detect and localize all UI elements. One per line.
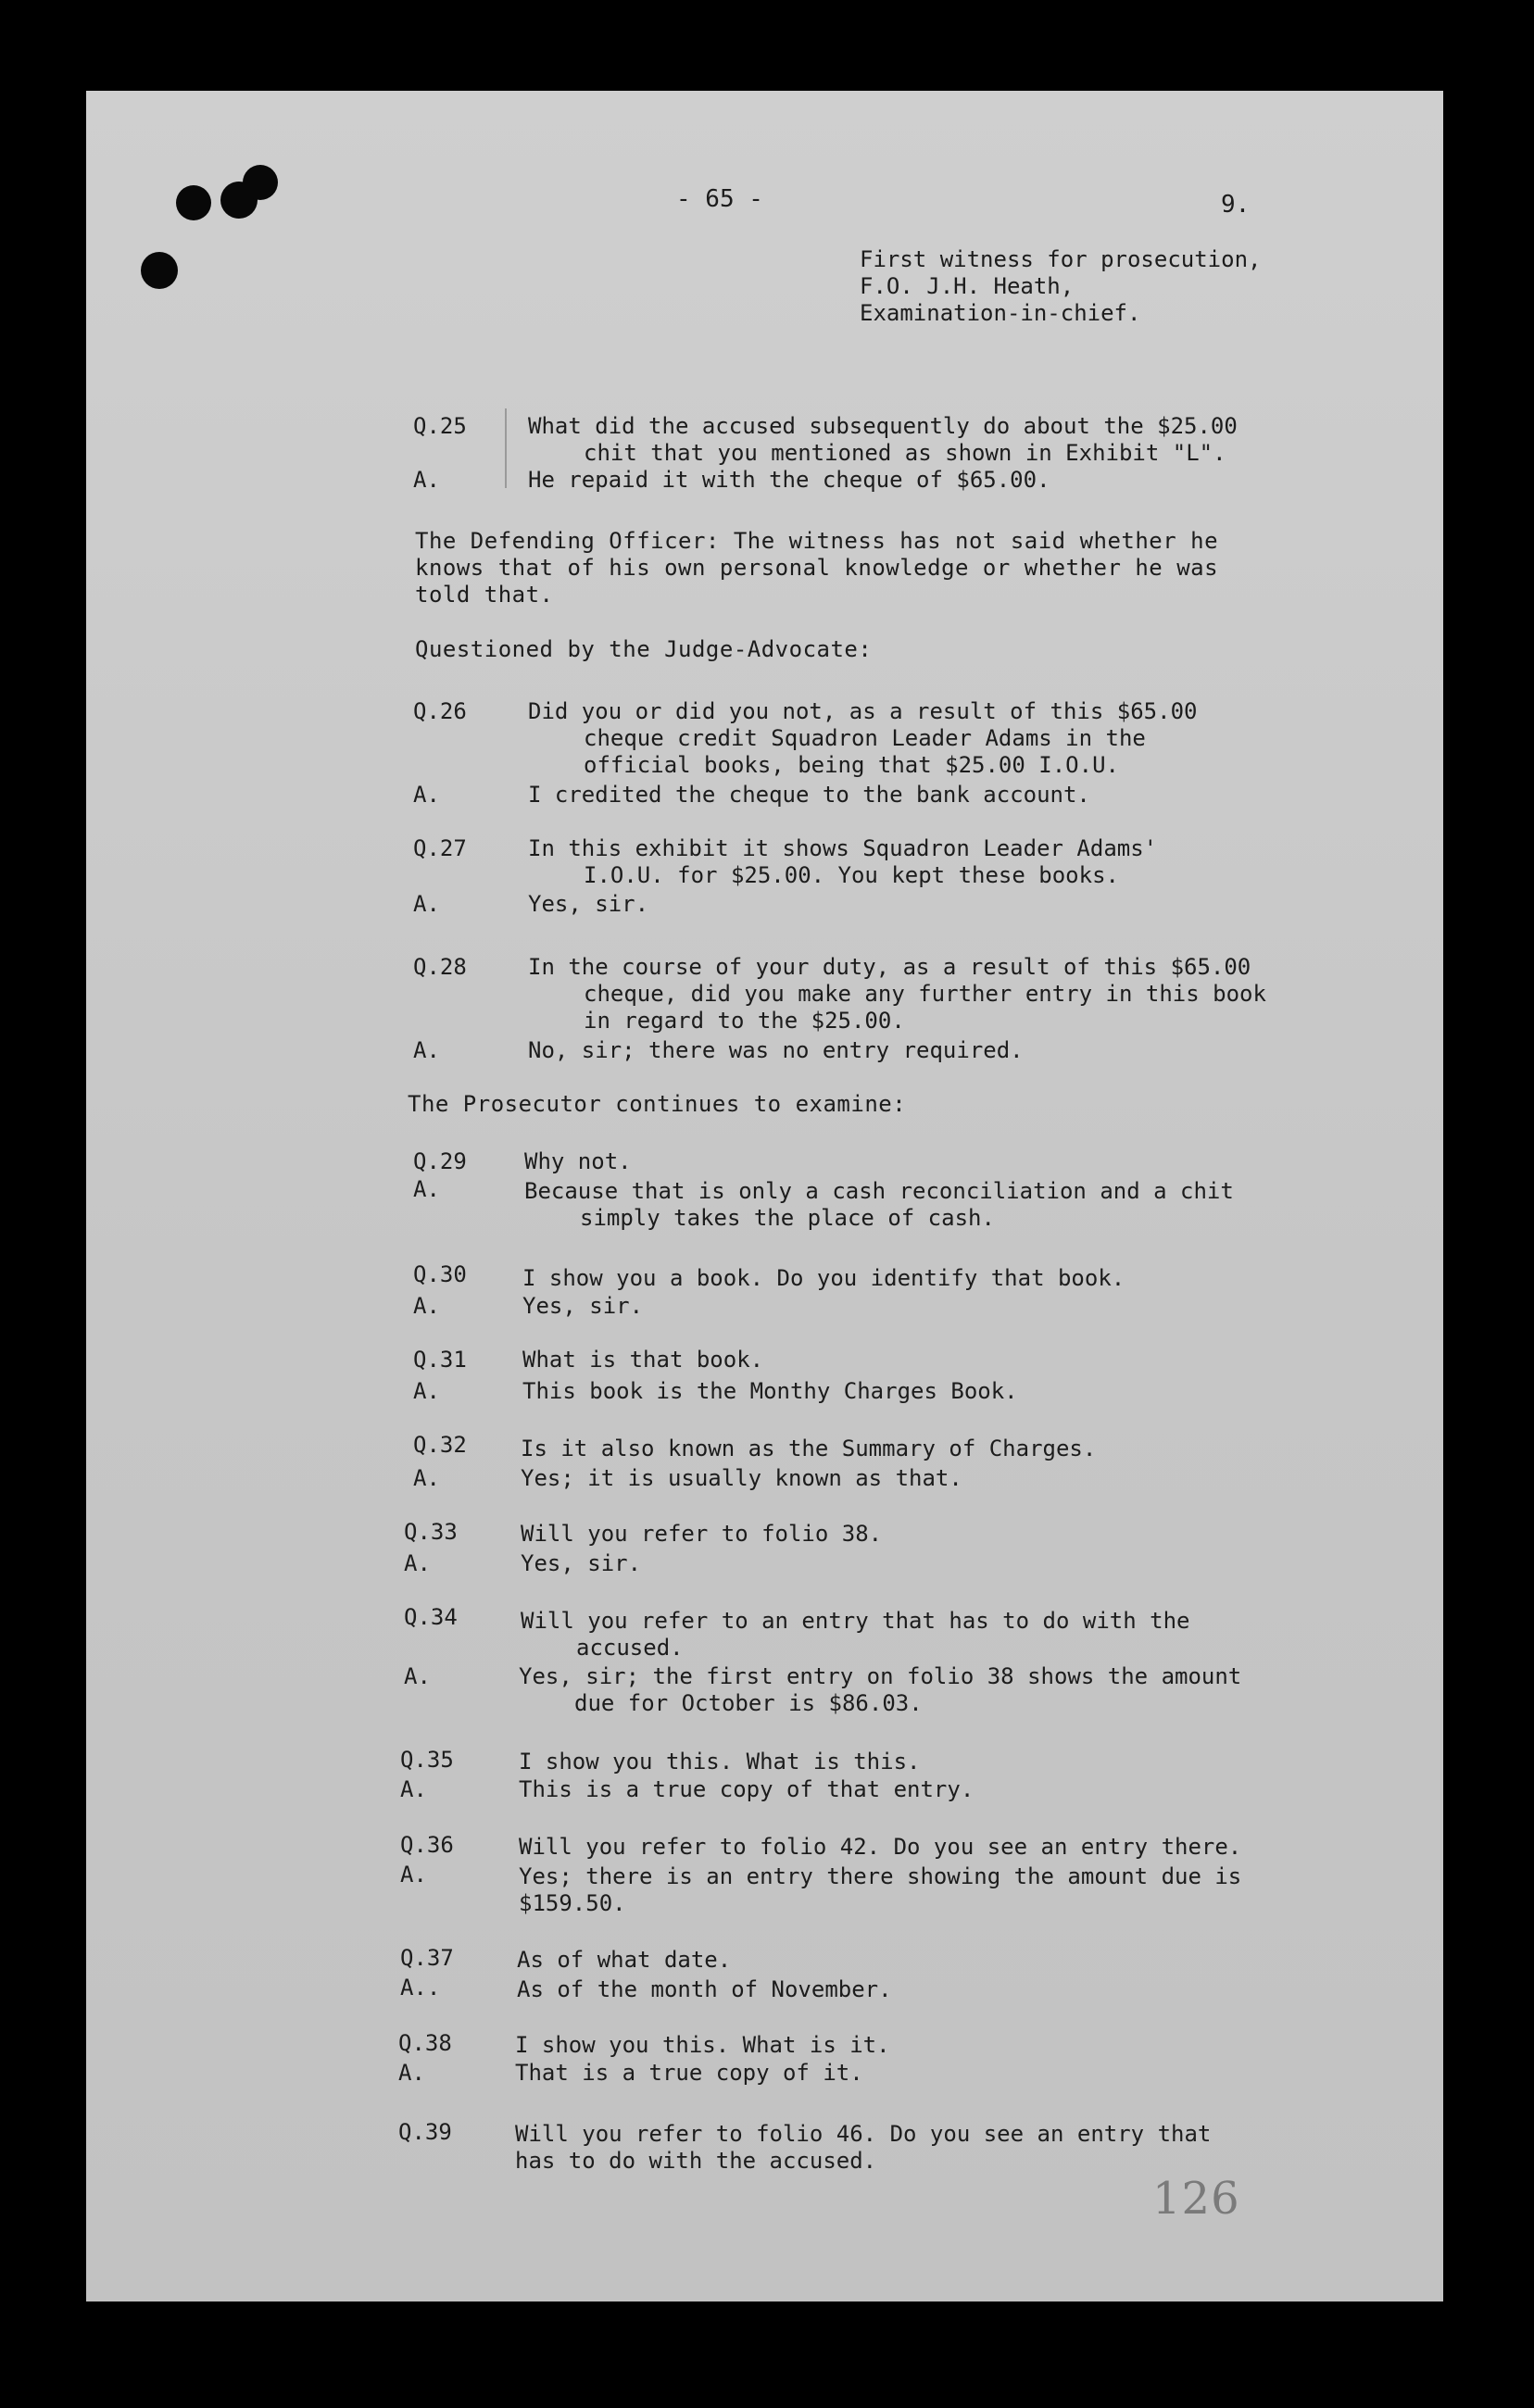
remark-line: told that. xyxy=(415,582,554,608)
answer-label: A. xyxy=(413,1293,440,1319)
question-text xyxy=(517,1947,1304,1974)
question-text xyxy=(528,835,1315,889)
answer-line: As of the month of November. xyxy=(517,1976,892,2002)
answer-label: A. xyxy=(404,1550,431,1576)
answer-label: A. xyxy=(413,1378,440,1404)
question-line: I show you this. What is it. xyxy=(515,2032,890,2058)
answer-text xyxy=(528,467,1315,494)
question-text xyxy=(524,1148,1312,1175)
question-line: In this exhibit it shows Squadron Leader Adams' xyxy=(528,835,1158,861)
answer-line: Yes, sir. xyxy=(521,1550,642,1576)
question-text xyxy=(515,2121,1302,2175)
answer-label: A. xyxy=(400,1862,427,1888)
question-line: chit that you mentioned as shown in Exhibit "L". xyxy=(584,440,1226,466)
answer-line: Yes; it is usually known as that. xyxy=(521,1465,962,1491)
punch-hole xyxy=(141,252,178,289)
question-line: Did you or did you not, as a result of this $65.00 xyxy=(528,698,1198,724)
question-number: Q.39 xyxy=(398,2119,452,2145)
answer-text xyxy=(522,1378,1310,1405)
answer-label: A.. xyxy=(400,1975,441,2000)
question-line: Will you refer to folio 46. Do you see an entry that xyxy=(515,2121,1212,2147)
question-text xyxy=(528,698,1315,779)
answer-line: He repaid it with the cheque of $65.00. xyxy=(528,467,1050,493)
answer-line: $159.50. xyxy=(519,1890,626,1916)
question-number: Q.30 xyxy=(413,1261,467,1287)
answer-text xyxy=(528,782,1315,809)
question-line: In the course of your duty, as a result of this $65.00 xyxy=(528,954,1251,980)
question-text xyxy=(521,1521,1308,1548)
question-number: Q.28 xyxy=(413,954,467,980)
question-line: cheque, did you make any further entry in this book xyxy=(584,981,1266,1007)
punch-hole xyxy=(176,185,211,220)
answer-label: A. xyxy=(413,1037,440,1063)
answer-text xyxy=(519,1776,1306,1803)
witness-heading xyxy=(860,246,1261,327)
margin-line xyxy=(505,408,507,488)
question-number: Q.27 xyxy=(413,835,467,861)
answer-line: Because that is only a cash reconciliation and a chit xyxy=(524,1178,1234,1204)
question-number: Q.29 xyxy=(413,1148,467,1174)
answer-line: Yes; there is an entry there showing the amount due is xyxy=(519,1863,1242,1889)
answer-line: due for October is $86.03. xyxy=(574,1690,923,1716)
question-text xyxy=(528,413,1315,467)
answer-line: This is a true copy of that entry. xyxy=(519,1776,974,1802)
question-line: What is that book. xyxy=(522,1347,764,1373)
question-line: Why not. xyxy=(524,1148,632,1174)
answer-text xyxy=(519,1663,1306,1717)
answer-line: Yes, sir. xyxy=(528,891,649,917)
question-line: in regard to the $25.00. xyxy=(584,1008,905,1034)
question-number: Q.25 xyxy=(413,413,467,439)
answer-text xyxy=(522,1293,1310,1320)
answer-text xyxy=(528,1037,1315,1064)
judge-advocate-heading: Questioned by the Judge-Advocate: xyxy=(415,636,873,662)
question-line: official books, being that $25.00 I.O.U. xyxy=(584,752,1119,778)
punch-hole xyxy=(243,165,278,200)
question-number: Q.31 xyxy=(413,1347,467,1373)
question-text xyxy=(519,1834,1306,1861)
answer-line: I credited the cheque to the bank account. xyxy=(528,782,1090,808)
question-line: Will you refer to folio 38. xyxy=(521,1521,883,1547)
question-line: What did the accused subsequently do about the $25.00 xyxy=(528,413,1238,439)
answer-line: Yes, sir. xyxy=(522,1293,644,1319)
answer-label: A. xyxy=(398,2060,425,2086)
answer-label: A. xyxy=(413,1176,440,1202)
prosecutor-heading: The Prosecutor continues to examine: xyxy=(408,1091,907,1117)
question-number: Q.26 xyxy=(413,698,467,724)
question-number: Q.34 xyxy=(404,1604,458,1630)
answer-text xyxy=(519,1863,1306,1917)
question-text xyxy=(522,1347,1310,1373)
answer-label: A. xyxy=(413,467,440,493)
question-number: Q.38 xyxy=(398,2030,452,2056)
question-number: Q.36 xyxy=(400,1832,454,1858)
question-text xyxy=(521,1608,1308,1662)
remark-line: The Defending Officer: The witness has not said whether he xyxy=(415,528,1219,554)
page-number: 9. xyxy=(1221,191,1251,219)
answer-label: A. xyxy=(413,782,440,808)
answer-text xyxy=(517,1976,1304,2003)
question-text xyxy=(528,954,1315,1035)
answer-text xyxy=(521,1465,1308,1492)
answer-text xyxy=(521,1550,1308,1577)
question-line: accused. xyxy=(576,1635,684,1661)
question-number: Q.37 xyxy=(400,1945,454,1971)
answer-line: That is a true copy of it. xyxy=(515,2060,863,2086)
question-text xyxy=(521,1436,1308,1462)
answer-text xyxy=(528,891,1315,918)
question-text xyxy=(522,1265,1310,1292)
answer-label: A. xyxy=(404,1663,431,1689)
witness-line: F.O. J.H. Heath, xyxy=(860,273,1075,299)
question-text xyxy=(519,1749,1306,1775)
question-text xyxy=(515,2032,1302,2059)
answer-line: This book is the Monthy Charges Book. xyxy=(522,1378,1018,1404)
question-number: Q.32 xyxy=(413,1432,467,1458)
answer-label: A. xyxy=(413,1465,440,1491)
answer-label: A. xyxy=(400,1776,427,1802)
answer-label: A. xyxy=(413,891,440,917)
question-line: has to do with the accused. xyxy=(515,2148,877,2174)
answer-text xyxy=(515,2060,1302,2087)
archive-stamp-number: 126 xyxy=(1152,2173,1240,2225)
question-line: Will you refer to folio 42. Do you see an entry there. xyxy=(519,1834,1242,1860)
witness-line: First witness for prosecution, xyxy=(860,246,1262,272)
question-line: I show you this. What is this. xyxy=(519,1749,921,1775)
answer-text xyxy=(524,1178,1312,1232)
question-line: cheque credit Squadron Leader Adams in the xyxy=(584,725,1146,751)
defending-officer-remark xyxy=(415,528,1218,608)
answer-line: Yes, sir; the first entry on folio 38 shows the amount xyxy=(519,1663,1242,1689)
page-header-center: - 65 - xyxy=(676,185,763,213)
witness-line: Examination-in-chief. xyxy=(860,300,1141,326)
answer-line: No, sir; there was no entry required. xyxy=(528,1037,1024,1063)
question-line: I.O.U. for $25.00. You kept these books. xyxy=(584,862,1119,888)
question-line: As of what date. xyxy=(517,1947,732,1973)
question-number: Q.35 xyxy=(400,1747,454,1773)
remark-line: knows that of his own personal knowledge or whether he was xyxy=(415,555,1219,581)
question-line: Will you refer to an entry that has to do with the xyxy=(521,1608,1190,1634)
answer-line: simply takes the place of cash. xyxy=(580,1205,995,1231)
question-line: Is it also known as the Summary of Charges. xyxy=(521,1436,1097,1461)
question-number: Q.33 xyxy=(404,1519,458,1545)
question-line: I show you a book. Do you identify that book. xyxy=(522,1265,1125,1291)
